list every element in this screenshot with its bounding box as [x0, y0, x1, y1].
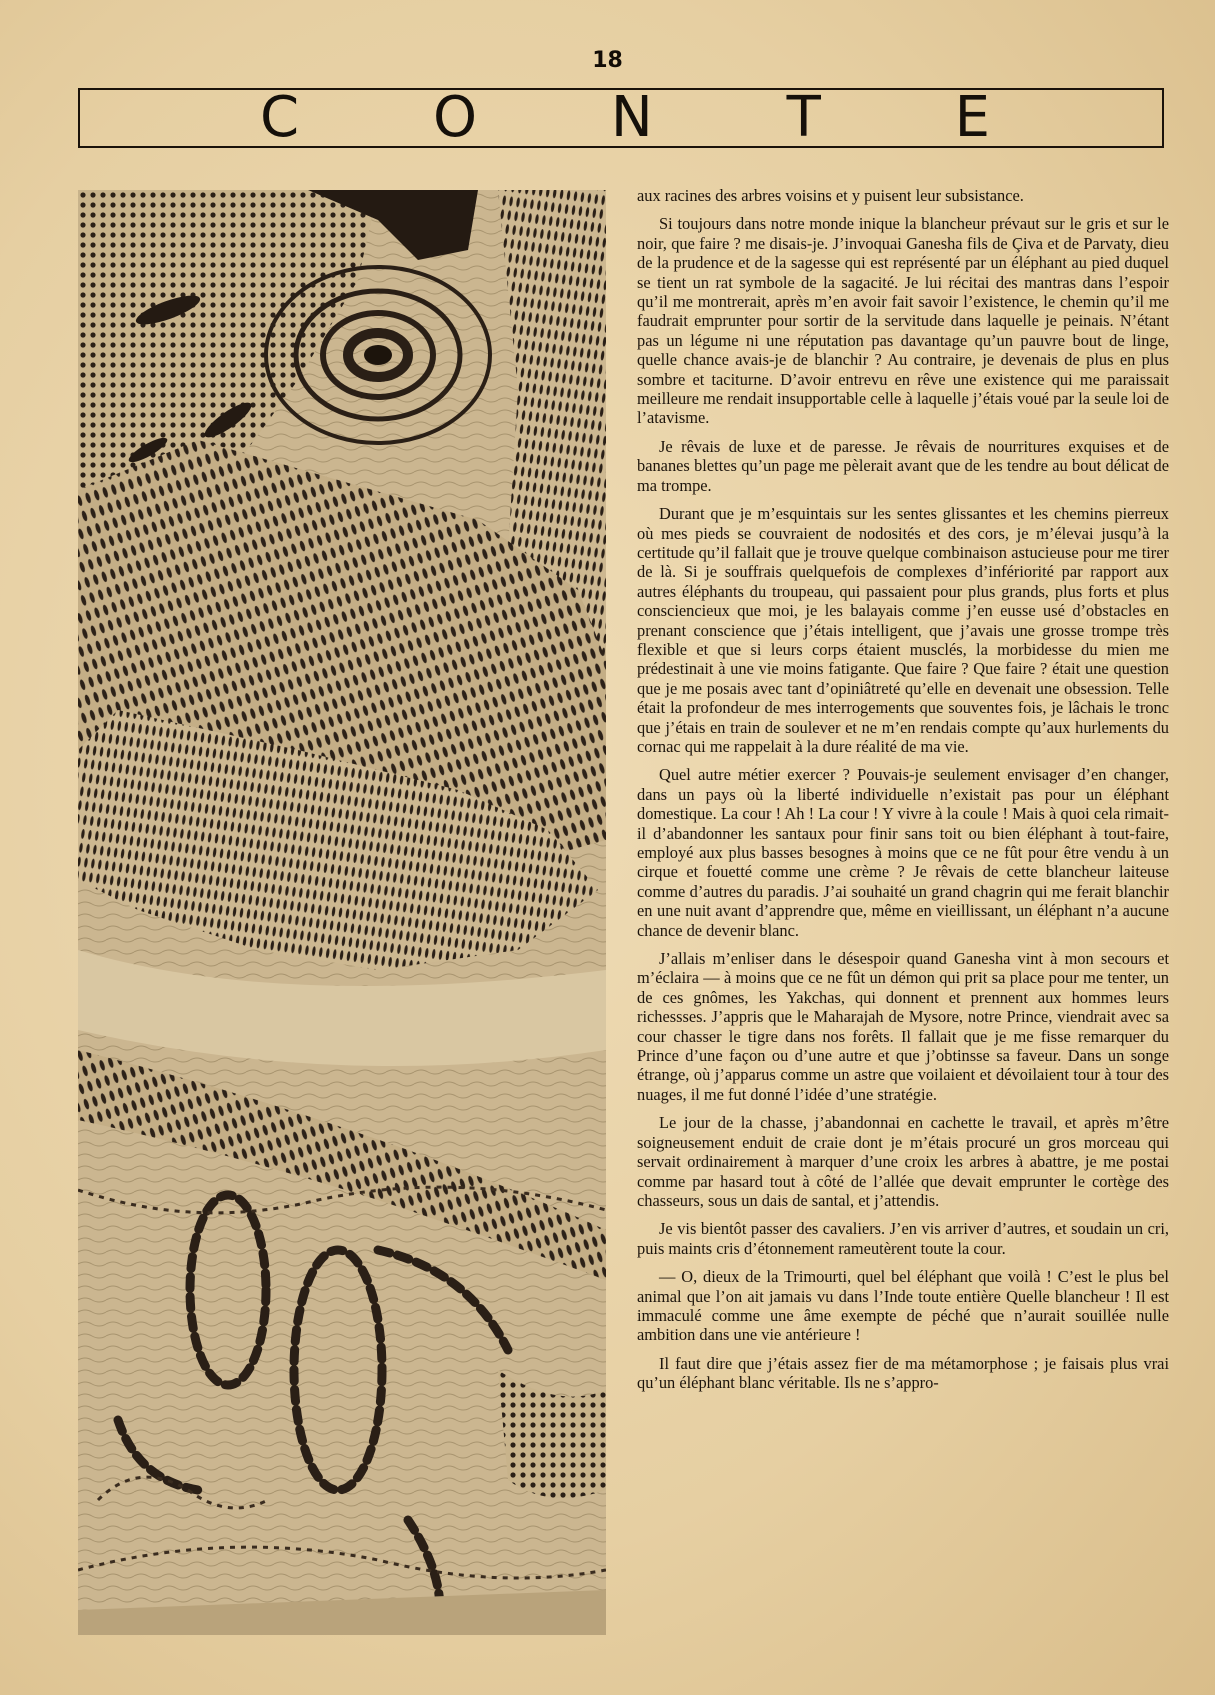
- section-title-letter: C: [260, 85, 300, 150]
- article-paragraph: — O, dieux de la Trimourti, quel bel éléphant que voilà ! C’est le plus bel animal que l’on ait jamais vu dans l’Inde toute entière Quelle blancheur ! Il est immaculé comme une âme exempte de péché que n’aurait souillée nulle ambition dans une vie antérieure !: [637, 1267, 1169, 1345]
- section-title-letter: T: [786, 85, 821, 150]
- article-paragraph: J’allais m’enliser dans le désespoir quand Ganesha vint à mon secours et m’éclaira — à moins que ce ne fût un démon qui prit sa place pour me tenter, un de ces gnômes, les Yakchas, qui donnent et prennent aux hommes leurs richessses. J’appris que le Maharajah de Mysore, notre Prince, viendrait avec sa cour chasser le tigre dans nos forêts. Il fallait que je me fisse remarquer du Prince d’une façon ou d’une autre et que j’obtinsse sa faveur. Dans un songe étrange, où j’apparus comme un astre que voilaient et dévoilaient tour à tour des nuages, il me fut donné l’idée d’une stratégie.: [637, 949, 1169, 1104]
- article-paragraph: Quel autre métier exercer ? Pouvais-je seulement envisager d’en changer, dans un pays où la liberté individuelle n’existait pas pour un éléphant domestique. La cour ! Ah ! La cour ! Y vivre à la coule ! Mais à quoi cela rimait-il d’abandonner les santaux pour finir sans toit ou bien éléphant à tout-faire, employé aux plus basses besognes à moins que ce ne fût pour être vendu à un cirque et fouetté comme une crème ? Je rêvais de cette blancheur laiteuse comme d’autres du paradis. J’ai souhaité un grand chagrin qui me ferait blanchir en une nuit avant d’apprendre que, même en vieillissant, un éléphant n’a aucune chance de devenir blanc.: [637, 765, 1169, 940]
- section-title-letter: N: [610, 85, 653, 150]
- article-paragraph: Si toujours dans notre monde inique la blancheur prévaut sur le gris et sur le noir, que faire ? me disais-je. J’invoquai Ganesha fils de Çiva et de Parvaty, dieu de la prudence et de la sagesse qui est représenté par un éléphant au pied duquel se tient un rat symbole de la sagacité. Je lui récitai des mantras dans l’espoir qu’il me montrerait, après m’en avoir fait savoir l’existence, le chemin qu’il me faudrait emprunter pour sortir de la servitude dans laquelle je peinais. N’étant pas un légume ni une réputation pas davantage qu’un pauvre bout de linge, quelle chance avais-je de blanchir ? Au contraire, je devenais de plus en plus sombre et taciturne. D’avoir entrevu en rêve une existence qui me paraissait meilleure me rendait insupportable celle à laquelle j’étais voué par la seule loi de l’atavisme.: [637, 214, 1169, 428]
- article-paragraph: Il faut dire que j’étais assez fier de ma métamorphose ; je faisais plus vrai qu’un éléphant blanc véritable. Ils ne s’appro-: [637, 1353, 1169, 1393]
- page-number: 18: [592, 48, 623, 73]
- article-paragraph: Je rêvais de luxe et de paresse. Je rêvais de nourritures exquises et de bananes blettes qu’un page me pèlerait avant que de les tendre au bout délicat de ma trompe.: [637, 436, 1169, 495]
- article-text-column: [637, 186, 1169, 1682]
- elephant-eye-woodcut-illustration: [78, 190, 606, 1635]
- article-paragraph: aux racines des arbres voisins et y puisent leur subsistance.: [637, 186, 1024, 205]
- section-title: [80, 85, 1162, 150]
- illustration-svg: [78, 190, 606, 1635]
- article-paragraph: Je vis bientôt passer des cavaliers. J’en vis arriver d’autres, et soudain un cri, puis maints cris d’étonnement rameutèrent toute la cour.: [637, 1219, 1169, 1258]
- article-paragraph: Le jour de la chasse, j’abandonnai en cachette le travail, et après m’être soigneusement enduit de craie dont je m’étais procuré un gros morceau qui servait ordinairement à marquer d’une croix les arbres à abattre, je me postai comme par hasard tout à côté de l’allée que devait emprunter le cortège des chasseurs, sous un dais de santal, et j’attendis.: [637, 1113, 1169, 1210]
- section-title-letter: O: [432, 85, 478, 150]
- section-title-box: [78, 85, 1164, 150]
- article-paragraph: Durant que je m’esquintais sur les sentes glissantes et les chemins pierreux où mes pieds se couvraient de nodosités et des cors, je m’élevai jusqu’à la certitude qu’il fallait que je trouve quelque combinaison astucieuse pour me tirer de là. Si je souffrais quelquefois de complexes d’infériorité par rapport aux autres éléphants du troupeau, qui passaient pour plus grands, plus forts et plus consciencieux que moi, je les balayais comme j’en eusse usé d’obstacles en prenant conscience que j’étais intelligent, que j’avais une grosse trompe très flexible et que si leurs corps étaient musclés, la morbidesse du mien me prédestinait à une vie moins fatigante. Que faire ? Que faire ? était une question que je me posais avec tant d’opiniâtreté qu’elle en devenait une obsession. Telle était la profondeur de mes interrogements que souventes fois, je lâchais le tronc que j’étais en train de soulever et ne m’en rendais compte qu’aux hurlements du cornac qui me rappelait à la dure réalité de ma vie.: [637, 504, 1169, 756]
- section-title-letter: E: [954, 85, 990, 150]
